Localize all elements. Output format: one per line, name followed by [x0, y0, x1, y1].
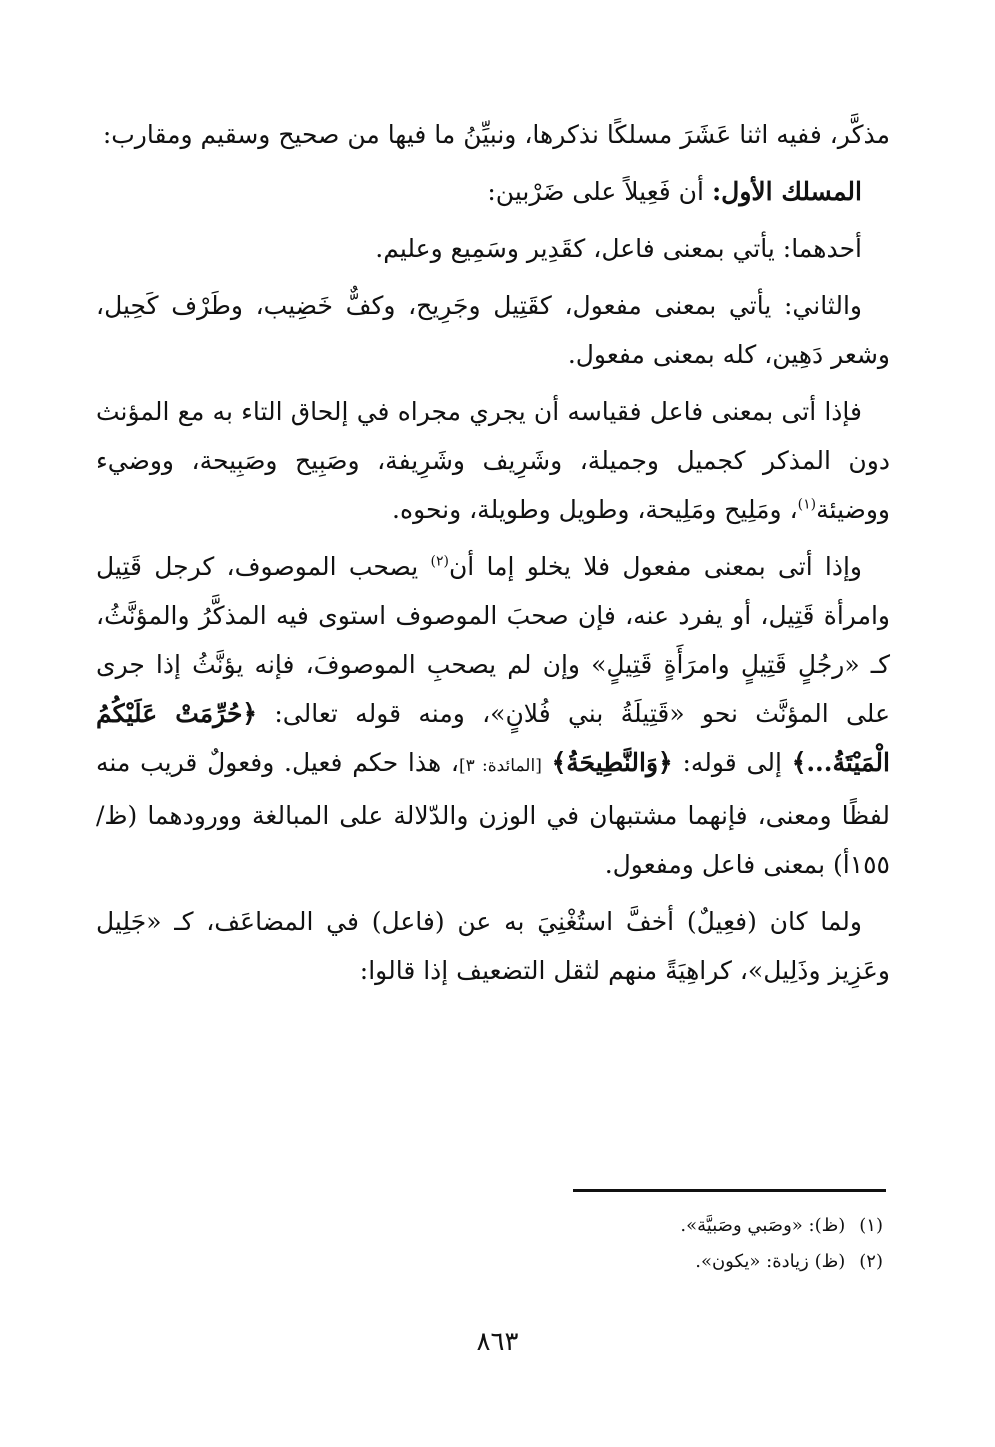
footnote-number: (١): [859, 1215, 883, 1236]
footnote-ref-2[interactable]: (٢): [430, 553, 449, 570]
quran-reference: [المائدة: ٣]: [459, 756, 542, 776]
footnote-divider: [573, 1189, 886, 1192]
paragraph-fail-meaning-text-b: ، ومَلِيح ومَلِيحة، وطويل وطويلة، ونحوه.: [392, 495, 798, 524]
paragraph-1: [96, 110, 890, 159]
paragraph-fail-meaning: [96, 387, 890, 534]
paragraph-first-type-text: أحدهما: يأتي بمعنى فاعل، كقَدِير وسَمِيع وعليم.: [375, 234, 862, 263]
paragraph-maful-text-b: يصحب الموصوف، كرجل قَتِيل وامرأة قَتِيل، أو يفرد عنه، فإن صحبَ الموصوف استوى فيه المذكَّرُ والمؤنَّثُ، كـ «رجُلٍ قَتِيلٍ وامرَأَةٍ قَتِيلٍ» وإن لم يصحبِ الموصوفَ، فإنه يؤنَّثُ إذا جرى على المؤنَّث نحو «قَتِيلَةُ بني فُلانٍ»، ومنه قوله تعالى:: [96, 552, 890, 728]
footnote-item: [96, 1244, 883, 1280]
paragraph-first-type: [96, 224, 890, 273]
footnote-number: (٢): [859, 1251, 883, 1272]
paragraph-maful-text-a: وإذا أتى بمعنى مفعول فلا يخلو إما أن: [448, 552, 862, 581]
paragraph-muda-af: [96, 897, 890, 995]
footnote-ref-1[interactable]: (١): [797, 496, 817, 513]
quran-quote-1: ﴿حُرِّمَتْ عَلَيْكُمُ الْمَيْتَةُ...﴾: [96, 699, 890, 777]
footnote-text: (ظ): «وصَبي وصَبيَّة».: [680, 1215, 846, 1236]
paragraph-maful-meaning: [96, 542, 890, 889]
page-number: ٨٦٣: [476, 1327, 519, 1357]
paragraph-fail-meaning-text-a: فإذا أتى بمعنى فاعل فقياسه أن يجري مجراه في إلحاق التاء به مع المؤنث دون المذكر كجميل وجميلة، وشَرِيف وشَرِيفة، وصَبِيح وصَبِيحة، ووضيء ووضيئة: [96, 397, 890, 524]
section-heading: المسلك الأول:: [711, 177, 862, 206]
paragraph-second-type-text: والثاني: يأتي بمعنى مفعول، كقَتِيل وجَرِيح، وكفٌّ خَضِيب، وطَرْف كَحِيل، وشعر دَهِين، كله بمعنى مفعول.: [96, 291, 890, 369]
paragraph-1-text: مذكَّر، ففيه اثنا عَشَرَ مسلكًا نذكرها، ونبيِّنُ ما فيها من صحيح وسقيم ومقارب:: [102, 120, 890, 149]
paragraph-section-heading: [96, 167, 890, 216]
footnote-item: [96, 1208, 883, 1244]
paragraph-second-type: [96, 281, 890, 379]
section-heading-text: أن فَعِيلاً على ضَرْبين:: [487, 177, 704, 206]
footnotes: [96, 1208, 883, 1280]
paragraph-maful-text-d: ، هذا حكم فعيل. وفعولٌ قريب منه لفظًا ومعنى، فإنهما مشتبهان في الوزن والدّلالة على المبالغة وورودهما (ظ/١٥٥أ) بمعنى فاعل ومفعول.: [96, 748, 890, 879]
quran-quote-2: ﴿وَالنَّطِيحَةُ﴾: [551, 748, 673, 777]
paragraph-muda-af-text: ولما كان (فعِيلٌ) أخفَّ استُغْنِيَ به عن (فاعل) في المضاعَف، كـ «جَلِيل وعَزِيز وذَلِيل»، كراهِيَةً منهم لثقل التضعيف إذا قالوا:: [96, 907, 890, 985]
footnote-text: (ظ) زيادة: «يكون».: [695, 1251, 846, 1272]
paragraph-maful-text-c: إلى قوله:: [682, 748, 782, 777]
